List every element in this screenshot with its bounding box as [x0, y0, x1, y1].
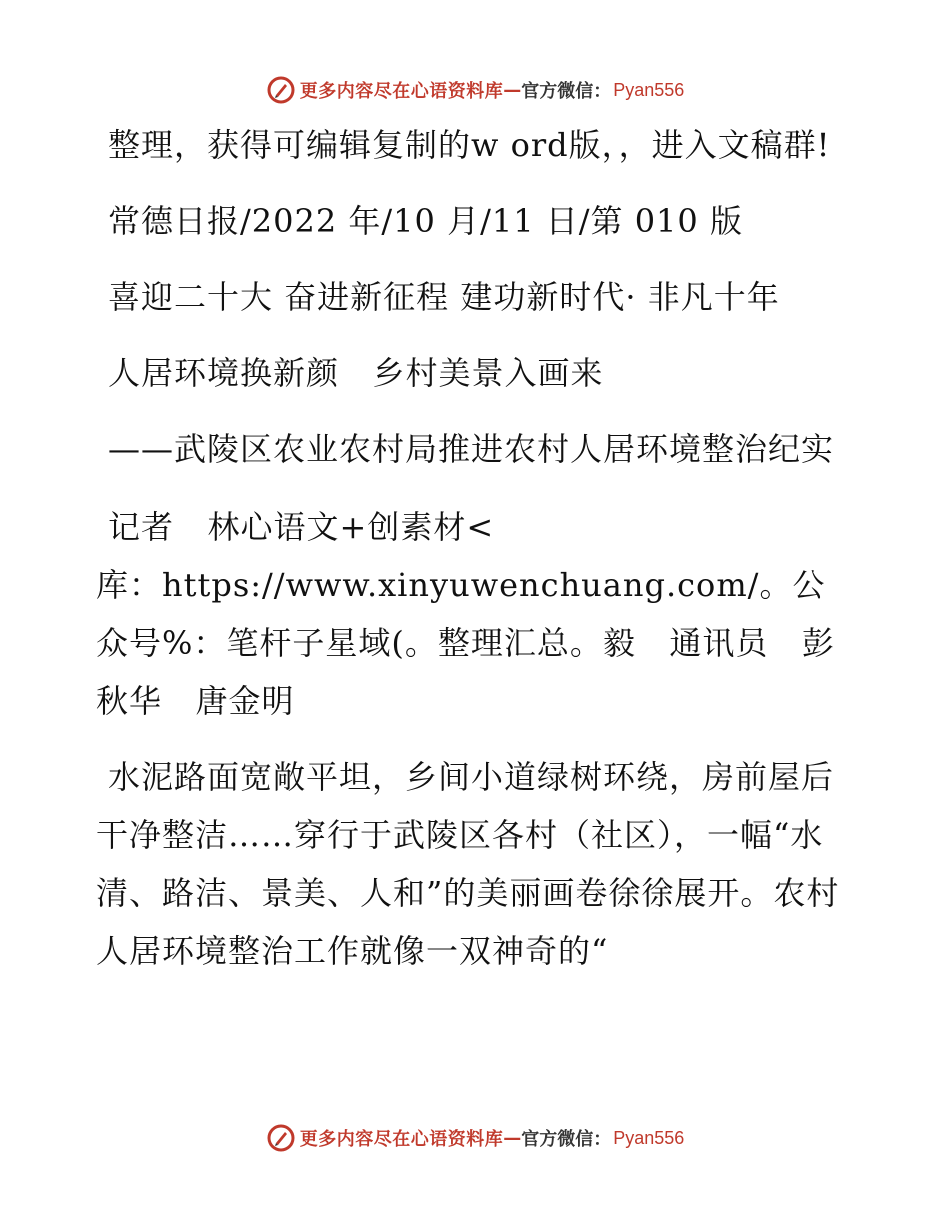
- page-header-banner: [0, 70, 950, 110]
- article-subtitle: ——武陵区农业农村局推进农村人居环境整治纪实: [108, 430, 835, 468]
- footer-banner-official-label: 官方微信：: [521, 1129, 612, 1150]
- banner-main-text: 更多内容尽在心语资料库: [299, 81, 504, 102]
- body-paragraph: 水泥路面宽敞平坦，乡间小道绿树环绕，房前屋后干净整洁……穿行于武陵区各村（社区），一幅“水清、路洁、景美、人和”的美丽画卷徐徐展开。农村人居环境整治工作就像一双神奇的“: [96, 758, 840, 970]
- footer-banner-main-text: 更多内容尽在心语资料库: [299, 1129, 504, 1150]
- article-title: 人居环境换新颜 乡村美景入画来: [108, 354, 604, 392]
- banner-official-label: 官方微信：: [521, 81, 612, 102]
- intro-text: 整理，获得可编辑复制的w ord版，，进入文稿群!: [108, 126, 831, 164]
- byline-source: 库：https://www.xinyuwenchuang.com/。公众号%：笔杆子星域(。整理汇总。毅 通讯员 彭秋华 唐金明: [96, 566, 835, 720]
- byline-reporter: 记者 林心语文+创素材<: [108, 508, 495, 546]
- banner-dash: —: [503, 79, 522, 101]
- pen-logo-icon: [266, 75, 296, 105]
- pen-logo-icon: [266, 1123, 296, 1153]
- footer-banner-dash: —: [503, 1127, 522, 1149]
- dateline: 常德日报/2022 年/10 月/11 日/第 010 版: [108, 202, 743, 240]
- page-footer-banner: [0, 1118, 950, 1158]
- column-heading: 喜迎二十大 奋进新征程 建功新时代· 非凡十年: [108, 278, 780, 316]
- document-body: [96, 116, 856, 980]
- footer-banner-wechat-id: Pyan556: [613, 1127, 685, 1148]
- banner-wechat-id: Pyan556: [613, 79, 685, 100]
